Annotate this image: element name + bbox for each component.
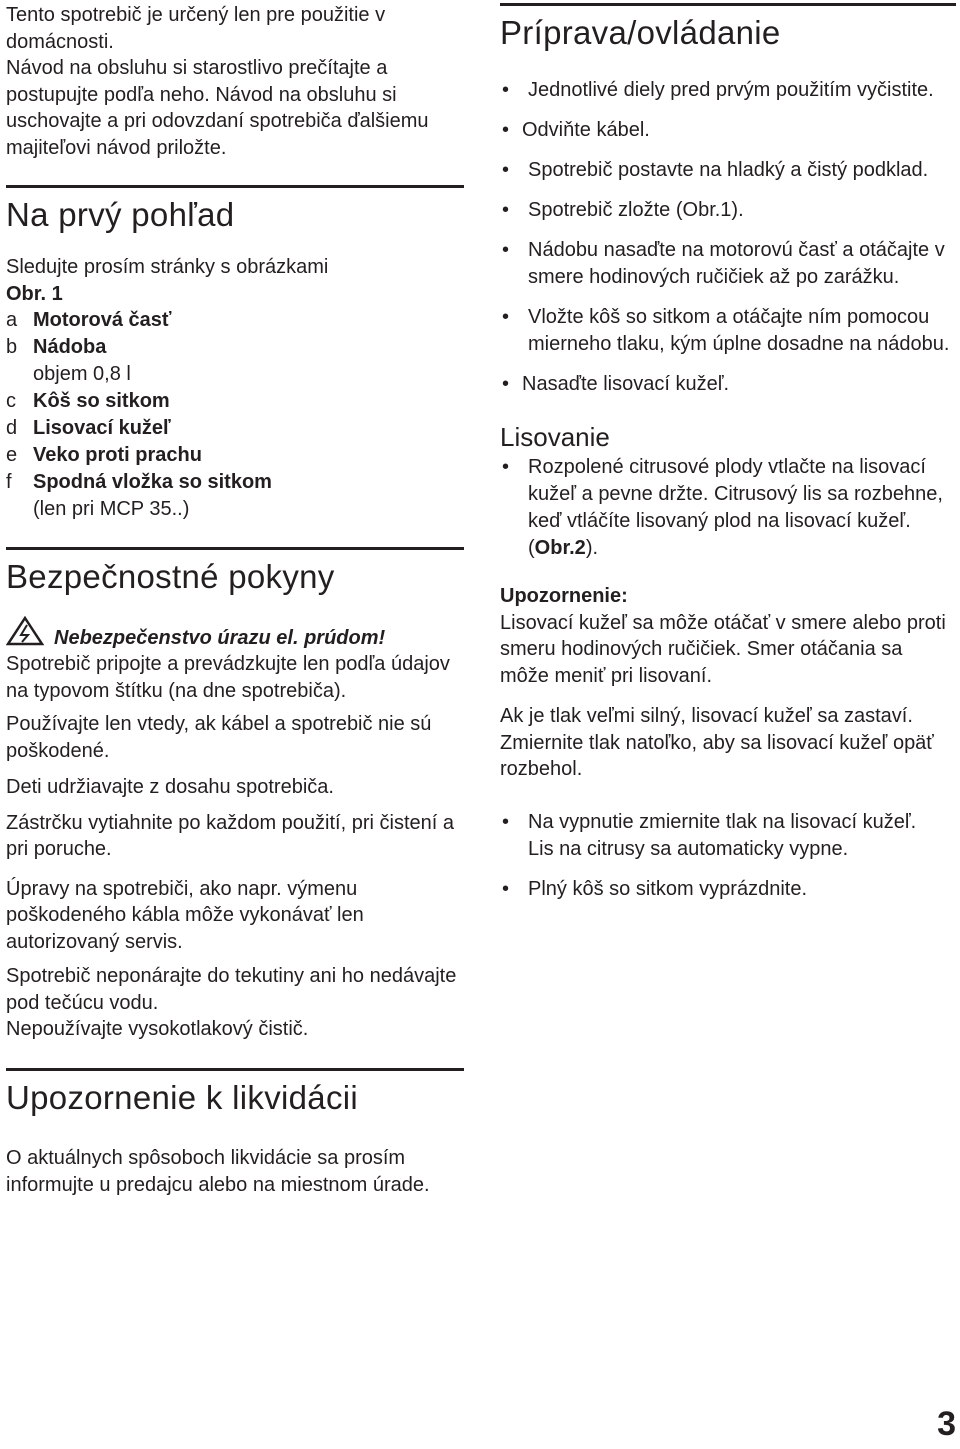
disposal-title: Upozornenie k likvidácii [6,1079,359,1116]
safety-paragraph: Používajte len vtedy, ak kábel a spotrebič nie sú poškodené. [6,713,432,762]
prep-item: • Spotrebič postavte na hladký a čistý podklad. [502,159,929,181]
warning-row [6,616,464,651]
left-column [6,0,464,1043]
stop-item: • Na vypnutie zmiernite tlak na lisovací kužeľ. Lis na citrusy sa automaticky vypne. [502,810,917,860]
section-divider [6,547,464,550]
prep-item: • Jednotlivé diely pred prvým použitím vyčistite. [502,79,934,101]
safety-paragraph: Úpravy na spotrebiči, ako napr. výmenu poškodeného kábla môže vykonávať len autorizovaný servis. [6,877,364,953]
safety-paragraph: Nepoužívajte vysokotlakový čistič. [6,1018,309,1040]
parts-list [6,307,464,523]
stop-list [500,809,956,903]
note-title: Upozornenie: [500,585,628,607]
prep-item: • Nádobu nasaďte na motorovú časť a otáčajte v smere hodinových ručičiek až po zarážku. [502,239,945,288]
overview-title: Na prvý pohľad [6,196,235,233]
safety-title: Bezpečnostné pokyny [6,558,335,595]
prep-item: • Odviňte kábel. [502,119,650,141]
prep-item: • Vložte kôš so sitkom a otáčajte ním pomocou mierneho tlaku, kým úplne dosadne na nádobu. [502,306,950,355]
prep-item: • Nasaďte lisovací kužeľ. [502,373,730,395]
intro-paragraph-2: Návod na obsluhu si starostlivo prečítajte a postupujte podľa neho. Návod na obsluhu si uschovajte a pri odovzdaní spotrebiča ďalšiemu majiteľovi návod priložte. [6,57,429,159]
safety-paragraph: Zástrčku vytiahnite po každom použití, pri čistení a pri poruche. [6,811,454,860]
page-number: 3 [937,1405,956,1443]
prep-item: • Spotrebič zložte (Obr.1). [502,199,744,221]
part-item: a Motorová časť [6,309,172,331]
overview-text: Sledujte prosím stránky s obrázkami [6,256,329,278]
disposal-text: O aktuálnych spôsoboch likvidácie sa prosím informujte u predajcu alebo na miestnom úrade. [6,1147,430,1196]
disposal-section [6,1068,464,1198]
note-text: Lisovací kužeľ sa môže otáčať v smere alebo proti smeru hodinových ručičiek. Smer otáčania sa môže meniť pri lisovaní. [500,611,946,687]
warning-title: Nebezpečenstvo úrazu el. prúdom! [54,627,386,649]
section-divider [500,3,956,6]
intro-paragraph-1: Tento spotrebič je určený len pre použitie v domácnosti. [6,4,386,53]
section-divider [6,185,464,188]
press-item: • Rozpolené citrusové plody vtlačte na lisovací kužeľ a pevne držte. Citrusový lis sa rozbehne, keď vtláčíte lisovaný plod na lisovací kužeľ. (Obr.2). [502,456,943,559]
part-item: e Veko proti prachu [6,444,202,466]
part-item: b Nádoba [6,336,107,358]
safety-paragraph: Spotrebič neponárajte do tekutiny ani ho nedávajte pod tečúcu vodu. [6,965,457,1014]
part-item: f Spodná vložka so sitkom [6,471,272,493]
part-note: objem 0,8 l [33,363,131,385]
safety-paragraph: Spotrebič pripojte a prevádzkujte len podľa údajov na typovom štítku (na dne spotrebiča). [6,653,450,702]
press-title: Lisovanie [500,422,610,452]
warning-triangle-icon [6,616,44,651]
part-item: c Kôš so sitkom [6,390,170,412]
empty-item: • Plný kôš so sitkom vyprázdnite. [502,877,807,900]
right-column [500,0,956,916]
press-list [500,454,956,562]
prep-list [500,77,956,398]
pressure-text: Ak je tlak veľmi silný, lisovací kužeľ sa zastaví. Zmiernite tlak natoľko, aby sa lisovací kužeľ opäť rozbehol. [500,705,934,780]
figure-label: Obr. 1 [6,282,63,305]
safety-paragraph: Deti udržiavajte z dosahu spotrebiča. [6,776,334,798]
section-divider [6,1068,464,1071]
part-item: d Lisovací kužeľ [6,417,171,439]
part-note: (len pri MCP 35..) [33,498,190,520]
prep-title: Príprava/ovládanie [500,14,781,51]
